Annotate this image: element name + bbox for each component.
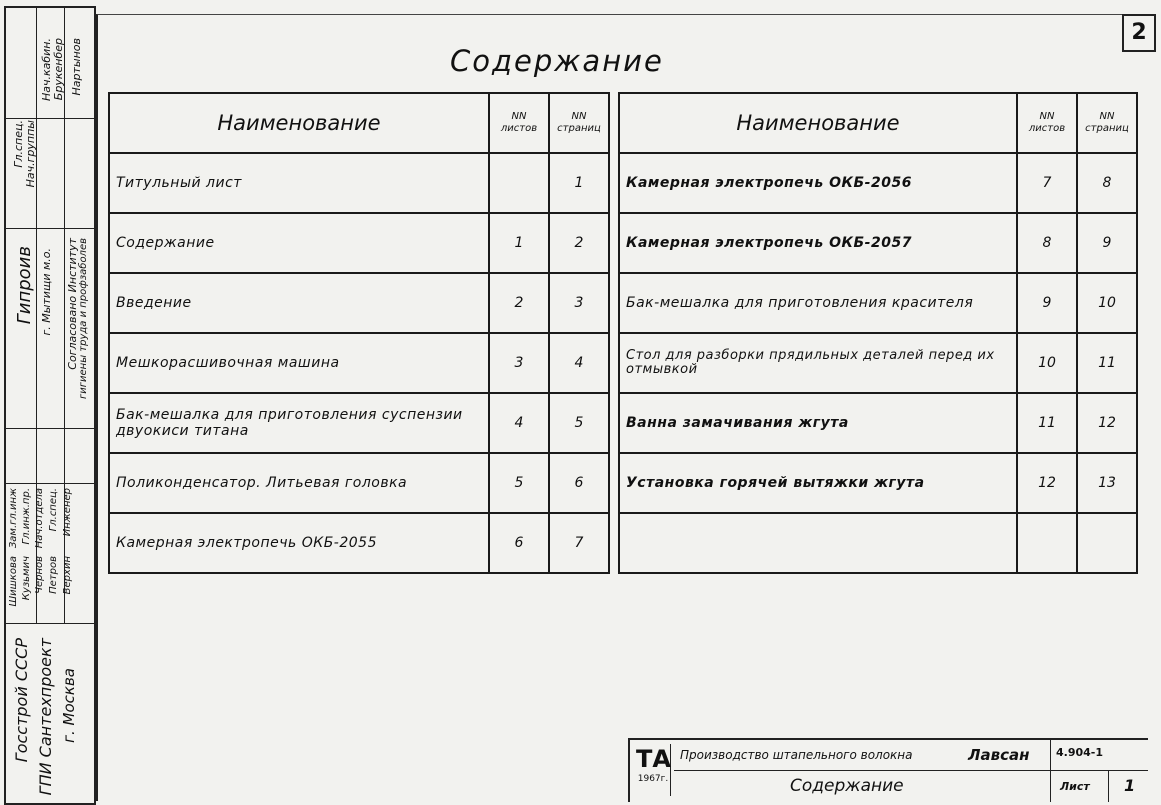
row-name: Поликонденсатор. Литьевая головка: [109, 453, 489, 513]
role-4: Гл.спец.: [48, 488, 59, 532]
block-sheet-title: Содержание: [790, 776, 904, 796]
title-block: [628, 738, 1148, 802]
name-2: Кузьмич: [21, 556, 32, 601]
gipro-note: г. Мытищи м.о.: [40, 248, 53, 336]
row-name: Введение: [109, 273, 489, 333]
right-contents-table: [618, 92, 1138, 574]
product-name: Лавсан: [968, 746, 1030, 764]
name-3: Чернов: [34, 556, 45, 594]
page-title: Содержание: [450, 44, 664, 78]
row-sheet: [1017, 513, 1077, 573]
top-name-1: Нартынов: [70, 38, 83, 96]
stamp-divider: [6, 228, 94, 229]
table-row: [109, 213, 609, 273]
table-row: [109, 153, 609, 213]
row-page: 1: [549, 153, 609, 213]
name-4: Петров: [48, 556, 59, 594]
row-sheet: 10: [1017, 333, 1077, 393]
table-row: [109, 273, 609, 333]
stamp-divider: [6, 483, 94, 484]
row-sheet: 1: [489, 213, 549, 273]
row-page: 10: [1077, 273, 1137, 333]
gipro-name: Гипроив: [14, 246, 35, 325]
row-page: 5: [549, 393, 609, 453]
row-name: Содержание: [109, 213, 489, 273]
sheet-number: 2: [1122, 14, 1156, 52]
role-3: Нач.отдела: [34, 488, 45, 549]
table-row: [619, 273, 1137, 333]
row-sheet: 5: [489, 453, 549, 513]
row-page: 6: [549, 453, 609, 513]
project-code: 4.904-1: [1056, 746, 1104, 759]
logo-cell: [636, 744, 671, 796]
table-header-row: [619, 93, 1137, 153]
row-name: Камерная электропечь ОКБ-2056: [619, 153, 1017, 213]
table-row: [109, 513, 609, 573]
top-role-4: Брукенбер: [52, 38, 65, 101]
role-2: Гл.инж.пр.: [21, 488, 32, 545]
header-pages: NN страниц: [549, 93, 609, 153]
row-name: Бак-мешалка для приготовления суспензии двуокиси титана: [109, 393, 489, 453]
stamp-divider: [1050, 740, 1051, 802]
row-page: [1077, 513, 1137, 573]
left-contents-table: [108, 92, 610, 574]
row-name: Камерная электропечь ОКБ-2055: [109, 513, 489, 573]
table-row: [619, 513, 1137, 573]
header-name: Наименование: [109, 93, 489, 153]
table-row: [619, 153, 1137, 213]
agreed-note: гигиены труда и профзаболев: [78, 238, 89, 399]
row-sheet: 11: [1017, 393, 1077, 453]
table-row: [109, 333, 609, 393]
stamp-divider: [6, 623, 94, 624]
header-sheets: NN листов: [489, 93, 549, 153]
top-role-1: Гл.спец.: [12, 120, 25, 168]
table-row: [619, 453, 1137, 513]
city: г. Москва: [60, 668, 78, 743]
table-row: [619, 393, 1137, 453]
row-page: 4: [549, 333, 609, 393]
stamp-divider: [674, 770, 1148, 771]
row-name: [619, 513, 1017, 573]
row-name: Ванна замачивания жгута: [619, 393, 1017, 453]
top-role-2: Нач.группы: [24, 120, 37, 188]
institute: ГПИ Сантехпроект: [36, 638, 55, 796]
name-1: Шишкова: [8, 556, 19, 607]
agreed-label: Согласовано Институт: [66, 238, 79, 370]
row-page: 7: [549, 513, 609, 573]
left-stamp-column: [4, 6, 96, 805]
stamp-divider: [6, 118, 94, 119]
header-pages: NN страниц: [1077, 93, 1137, 153]
row-name: Титульный лист: [109, 153, 489, 213]
row-page: 8: [1077, 153, 1137, 213]
row-page: 3: [549, 273, 609, 333]
row-sheet: 12: [1017, 453, 1077, 513]
row-page: 13: [1077, 453, 1137, 513]
table-row: [109, 393, 609, 453]
organization: Госстрой СССР: [12, 638, 31, 763]
row-page: 9: [1077, 213, 1137, 273]
stamp-divider: [6, 428, 94, 429]
row-sheet: 3: [489, 333, 549, 393]
table-header-row: [109, 93, 609, 153]
row-sheet: 2: [489, 273, 549, 333]
row-name: Камерная электропечь ОКБ-2057: [619, 213, 1017, 273]
row-sheet: 9: [1017, 273, 1077, 333]
row-page: 2: [549, 213, 609, 273]
year: 1967г.: [637, 774, 669, 784]
stamp-divider: [1108, 770, 1109, 802]
row-name: Стол для разборки прядильных деталей перед их отмывкой: [619, 333, 1017, 393]
table-row: [619, 333, 1137, 393]
name-5: Верхин: [62, 556, 73, 595]
header-name: Наименование: [619, 93, 1017, 153]
role-5: Инженер: [62, 488, 73, 537]
top-role-3: Нач.кабин.: [40, 38, 53, 102]
row-name: Мешкорасшивочная машина: [109, 333, 489, 393]
row-name: Установка горячей вытяжки жгута: [619, 453, 1017, 513]
project-name: Производство штапельного волокна: [680, 748, 913, 762]
logo: ТА: [636, 745, 671, 773]
sheet-label: Лист: [1060, 780, 1090, 793]
row-sheet: 8: [1017, 213, 1077, 273]
table-row: [109, 453, 609, 513]
row-sheet: 7: [1017, 153, 1077, 213]
sheet-value: 1: [1124, 776, 1136, 795]
row-page: 11: [1077, 333, 1137, 393]
row-name: Бак-мешалка для приготовления красителя: [619, 273, 1017, 333]
row-sheet: [489, 153, 549, 213]
row-page: 12: [1077, 393, 1137, 453]
row-sheet: 4: [489, 393, 549, 453]
role-1: Зам.гл.инж: [8, 488, 19, 549]
table-row: [619, 213, 1137, 273]
header-sheets: NN листов: [1017, 93, 1077, 153]
row-sheet: 6: [489, 513, 549, 573]
